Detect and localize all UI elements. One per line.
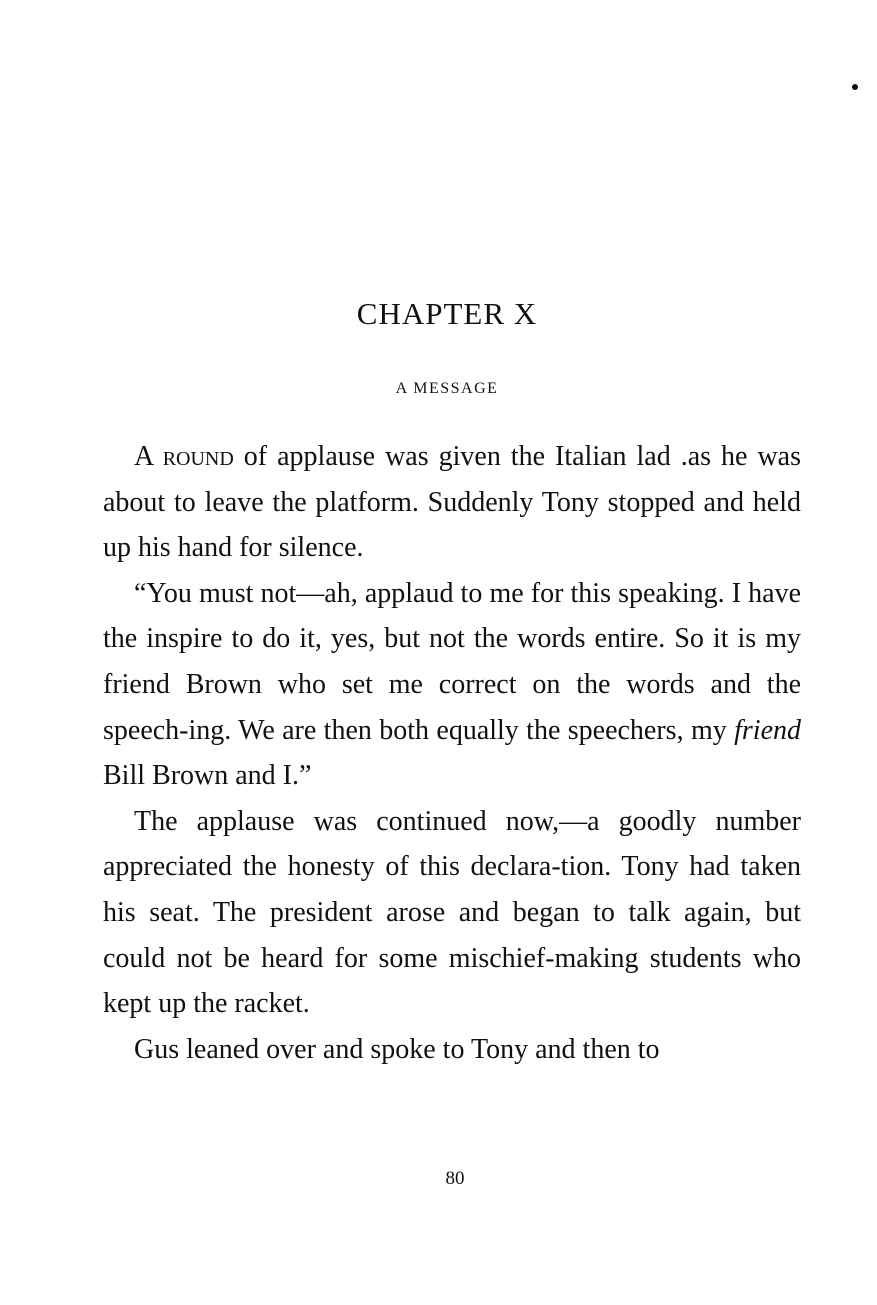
paragraph-2-text: “You must not—ah, applaud to me for this speaking. I have the inspire to do it, yes, but not the words entire. So it is my friend Brown who set me correct on the words and the speech-ing. We are then both equally the speechers, my <box>103 577 801 746</box>
paragraph-1-text: of applause was given the Italian lad .as he was about to leave the platform. Suddenly Tony stopped and held up his hand for silence. <box>103 441 802 564</box>
paragraph-1-smallcaps: round <box>162 441 234 472</box>
paragraph-1-lead: A <box>134 441 153 472</box>
paragraph-4 <box>103 1027 801 1073</box>
paragraph-1 <box>103 434 801 571</box>
page-number: 80 <box>445 1168 465 1189</box>
page-speck <box>852 84 858 90</box>
paragraph-2 <box>103 571 801 799</box>
paragraph-3 <box>103 799 801 1027</box>
paragraph-2-tail: Bill Brown and I.” <box>103 760 312 792</box>
paragraph-2-italic: friend <box>734 714 801 746</box>
paragraph-4-text: Gus leaned over and spoke to Tony and then to <box>134 1033 660 1065</box>
chapter-body <box>103 434 801 1072</box>
paragraph-3-text: The applause was continued now,—a goodly number appreciated the honesty of this declara-tion. Tony had taken his seat. The president arose and began to talk again, but could not be heard for some mischief-making students who kept up the racket. <box>103 805 801 1020</box>
chapter-title: CHAPTER X <box>356 296 538 331</box>
chapter-subtitle: A MESSAGE <box>395 380 499 397</box>
